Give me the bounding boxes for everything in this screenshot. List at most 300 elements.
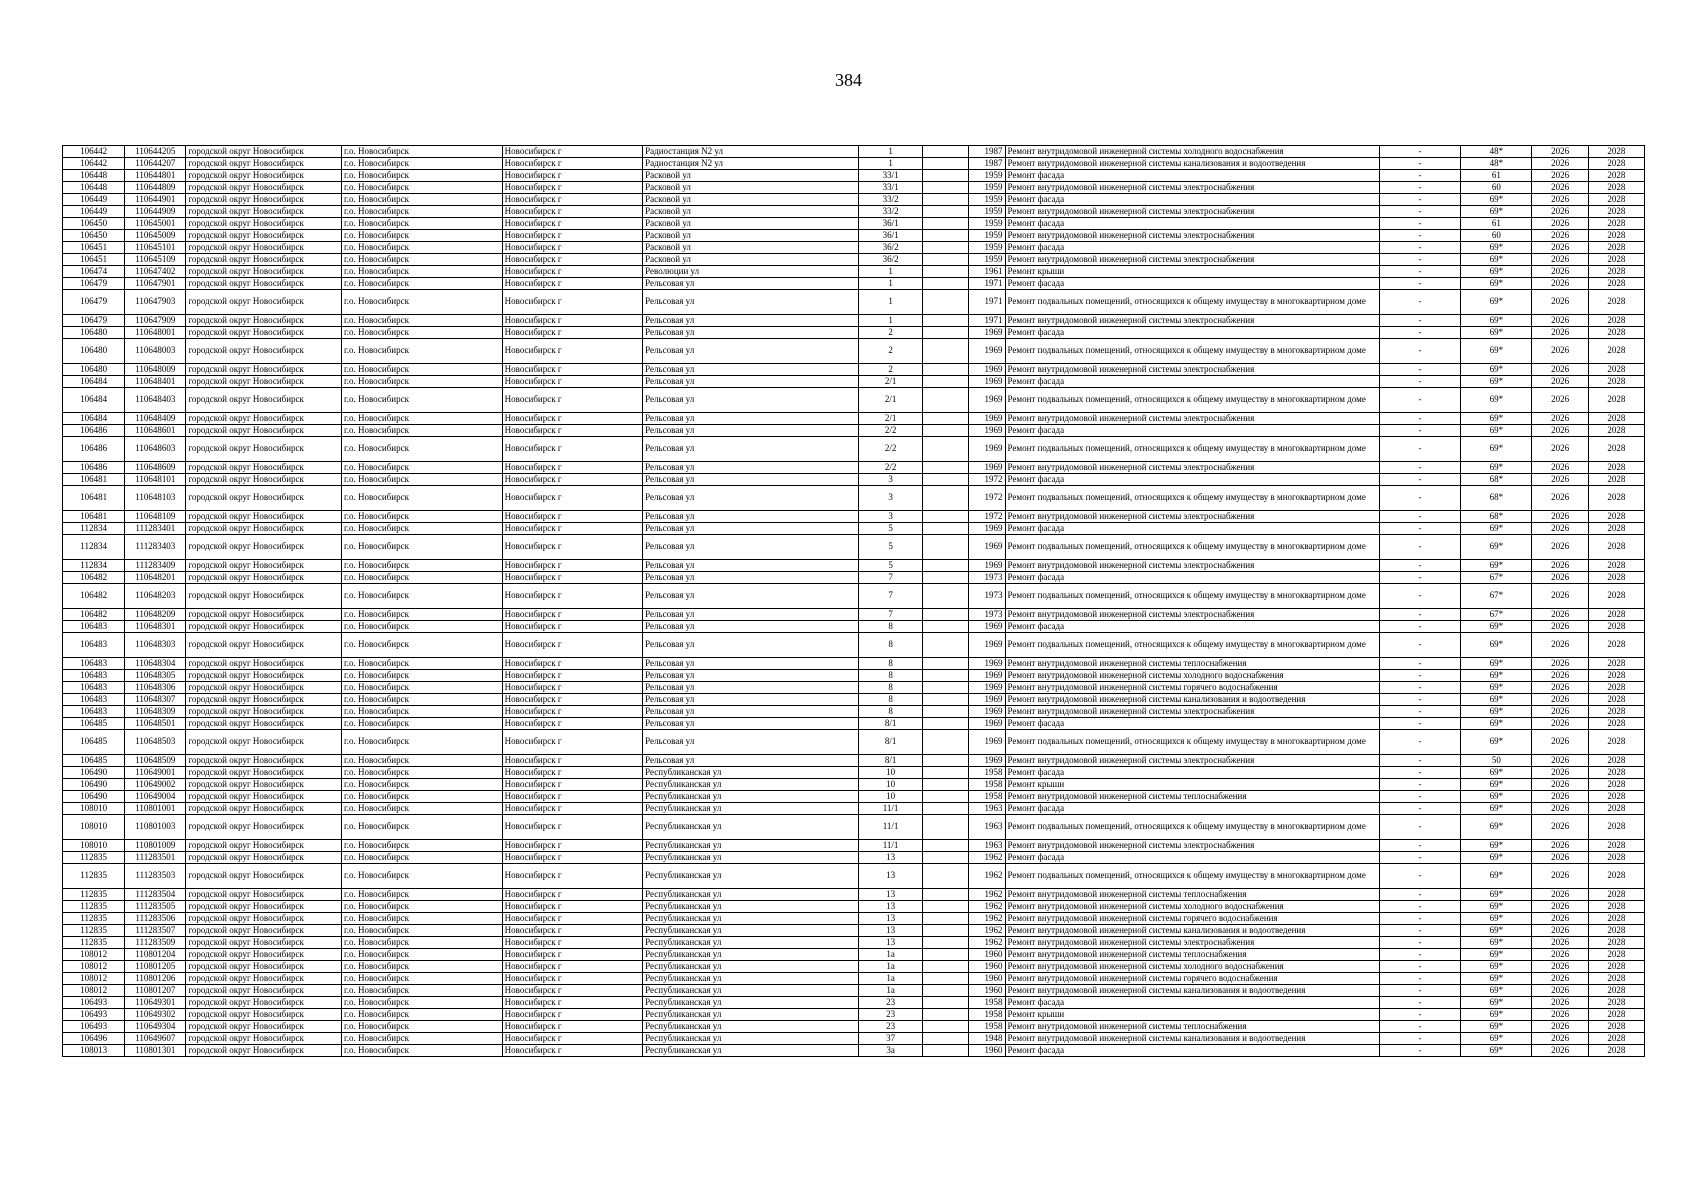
dash-cell: - (1379, 694, 1460, 706)
house-id-cell: 112835 (63, 925, 125, 937)
building-cell (923, 206, 969, 218)
wear-percent-cell: 69* (1461, 266, 1532, 278)
building-cell (923, 997, 969, 1009)
year-built-cell: 1961 (969, 266, 1005, 278)
end-year-cell: 2028 (1588, 985, 1644, 997)
settlement-cell: г.о. Новосибирск (342, 327, 503, 339)
building-cell (923, 755, 969, 767)
building-cell (923, 985, 969, 997)
work-type-cell: Ремонт внутридомовой инженерной системы теплоснабжения (1005, 791, 1379, 803)
end-year-cell: 2028 (1588, 486, 1644, 511)
start-year-cell: 2026 (1532, 413, 1588, 425)
dash-cell: - (1379, 621, 1460, 633)
work-type-cell: Ремонт фасада (1005, 718, 1379, 730)
dash-cell: - (1379, 535, 1460, 560)
table-row (63, 376, 1645, 388)
city-cell: Новосибирск г (502, 511, 643, 523)
house-id-cell: 106493 (63, 997, 125, 1009)
work-type-cell: Ремонт подвальных помещений, относящихся к общему имуществу в многоквартирном доме (1005, 339, 1379, 364)
work-type-cell: Ремонт внутридомовой инженерной системы теплоснабжения (1005, 658, 1379, 670)
record-id-cell: 111283509 (125, 937, 186, 949)
dash-cell: - (1379, 803, 1460, 815)
municipal-district-cell: городской округ Новосибирск (186, 852, 342, 864)
house-id-cell: 106448 (63, 170, 125, 182)
work-type-cell: Ремонт фасада (1005, 1045, 1379, 1057)
dash-cell: - (1379, 985, 1460, 997)
record-id-cell: 111283504 (125, 889, 186, 901)
city-cell: Новосибирск г (502, 584, 643, 609)
building-cell (923, 961, 969, 973)
start-year-cell: 2026 (1532, 803, 1588, 815)
street-cell: Расковой ул (643, 254, 859, 266)
start-year-cell: 2026 (1532, 242, 1588, 254)
work-type-cell: Ремонт внутридомовой инженерной системы электроснабжения (1005, 315, 1379, 327)
end-year-cell: 2028 (1588, 901, 1644, 913)
end-year-cell: 2028 (1588, 973, 1644, 985)
house-id-cell: 108012 (63, 973, 125, 985)
house-number-cell: 1 (858, 315, 922, 327)
settlement-cell: г.о. Новосибирск (342, 194, 503, 206)
settlement-cell: г.о. Новосибирск (342, 670, 503, 682)
year-built-cell: 1973 (969, 572, 1005, 584)
settlement-cell: г.о. Новосибирск (342, 278, 503, 290)
start-year-cell: 2026 (1532, 1009, 1588, 1021)
municipal-district-cell: городской округ Новосибирск (186, 670, 342, 682)
house-number-cell: 23 (858, 1009, 922, 1021)
municipal-district-cell: городской округ Новосибирск (186, 486, 342, 511)
house-id-cell: 106485 (63, 730, 125, 755)
city-cell: Новосибирск г (502, 949, 643, 961)
record-id-cell: 110648309 (125, 706, 186, 718)
municipal-district-cell: городской округ Новосибирск (186, 254, 342, 266)
house-id-cell: 106484 (63, 376, 125, 388)
work-type-cell: Ремонт внутридомовой инженерной системы электроснабжения (1005, 364, 1379, 376)
city-cell: Новосибирск г (502, 327, 643, 339)
street-cell: Республиканская ул (643, 1045, 859, 1057)
table-row (63, 146, 1645, 158)
house-number-cell: 1а (858, 985, 922, 997)
table-row (63, 462, 1645, 474)
year-built-cell: 1960 (969, 949, 1005, 961)
work-type-cell: Ремонт внутридомовой инженерной системы электроснабжения (1005, 230, 1379, 242)
table-row (63, 791, 1645, 803)
street-cell: Рельсовая ул (643, 413, 859, 425)
wear-percent-cell: 69* (1461, 670, 1532, 682)
record-id-cell: 110801207 (125, 985, 186, 997)
city-cell: Новосибирск г (502, 730, 643, 755)
record-id-cell: 110649002 (125, 779, 186, 791)
table-row (63, 315, 1645, 327)
city-cell: Новосибирск г (502, 852, 643, 864)
work-type-cell: Ремонт внутридомовой инженерной системы электроснабжения (1005, 254, 1379, 266)
record-id-cell: 110648501 (125, 718, 186, 730)
work-type-cell: Ремонт внутридомовой инженерной системы электроснабжения (1005, 840, 1379, 852)
wear-percent-cell: 69* (1461, 376, 1532, 388)
city-cell: Новосибирск г (502, 1033, 643, 1045)
table-row (63, 658, 1645, 670)
building-cell (923, 949, 969, 961)
table-row (63, 670, 1645, 682)
building-cell (923, 852, 969, 864)
dash-cell: - (1379, 767, 1460, 779)
street-cell: Республиканская ул (643, 985, 859, 997)
dash-cell: - (1379, 609, 1460, 621)
city-cell: Новосибирск г (502, 535, 643, 560)
building-cell (923, 901, 969, 913)
house-id-cell: 106483 (63, 670, 125, 682)
municipal-district-cell: городской округ Новосибирск (186, 560, 342, 572)
end-year-cell: 2028 (1588, 670, 1644, 682)
record-id-cell: 110644909 (125, 206, 186, 218)
dash-cell: - (1379, 1033, 1460, 1045)
work-type-cell: Ремонт фасада (1005, 278, 1379, 290)
wear-percent-cell: 69* (1461, 315, 1532, 327)
house-id-cell: 106483 (63, 633, 125, 658)
settlement-cell: г.о. Новосибирск (342, 182, 503, 194)
work-type-cell: Ремонт подвальных помещений, относящихся к общему имуществу в многоквартирном доме (1005, 730, 1379, 755)
city-cell: Новосибирск г (502, 206, 643, 218)
wear-percent-cell: 67* (1461, 572, 1532, 584)
dash-cell: - (1379, 779, 1460, 791)
settlement-cell: г.о. Новосибирск (342, 486, 503, 511)
wear-percent-cell: 69* (1461, 621, 1532, 633)
street-cell: Рельсовая ул (643, 755, 859, 767)
municipal-district-cell: городской округ Новосибирск (186, 194, 342, 206)
city-cell: Новосибирск г (502, 523, 643, 535)
building-cell (923, 1009, 969, 1021)
house-number-cell: 2 (858, 339, 922, 364)
table-row (63, 339, 1645, 364)
city-cell: Новосибирск г (502, 266, 643, 278)
year-built-cell: 1959 (969, 206, 1005, 218)
settlement-cell: г.о. Новосибирск (342, 985, 503, 997)
house-id-cell: 106490 (63, 767, 125, 779)
street-cell: Рельсовая ул (643, 511, 859, 523)
year-built-cell: 1959 (969, 194, 1005, 206)
house-number-cell: 3 (858, 511, 922, 523)
wear-percent-cell: 61 (1461, 170, 1532, 182)
house-id-cell: 108012 (63, 949, 125, 961)
municipal-district-cell: городской округ Новосибирск (186, 437, 342, 462)
work-type-cell: Ремонт подвальных помещений, относящихся к общему имуществу в многоквартирном доме (1005, 864, 1379, 889)
settlement-cell: г.о. Новосибирск (342, 388, 503, 413)
building-cell (923, 254, 969, 266)
city-cell: Новосибирск г (502, 706, 643, 718)
dash-cell: - (1379, 170, 1460, 182)
dash-cell: - (1379, 572, 1460, 584)
street-cell: Рельсовая ул (643, 425, 859, 437)
house-number-cell: 13 (858, 852, 922, 864)
wear-percent-cell: 60 (1461, 182, 1532, 194)
wear-percent-cell: 69* (1461, 925, 1532, 937)
street-cell: Расковой ул (643, 194, 859, 206)
house-id-cell: 112835 (63, 864, 125, 889)
dash-cell: - (1379, 633, 1460, 658)
end-year-cell: 2028 (1588, 474, 1644, 486)
wear-percent-cell: 69* (1461, 364, 1532, 376)
municipal-district-cell: городской округ Новосибирск (186, 755, 342, 767)
city-cell: Новосибирск г (502, 278, 643, 290)
building-cell (923, 266, 969, 278)
dash-cell: - (1379, 339, 1460, 364)
settlement-cell: г.о. Новосибирск (342, 694, 503, 706)
work-type-cell: Ремонт внутридомовой инженерной системы электроснабжения (1005, 511, 1379, 523)
dash-cell: - (1379, 973, 1460, 985)
record-id-cell: 110648203 (125, 584, 186, 609)
record-id-cell: 110644207 (125, 158, 186, 170)
street-cell: Рельсовая ул (643, 621, 859, 633)
settlement-cell: г.о. Новосибирск (342, 937, 503, 949)
street-cell: Рельсовая ул (643, 658, 859, 670)
settlement-cell: г.о. Новосибирск (342, 730, 503, 755)
street-cell: Рельсовая ул (643, 670, 859, 682)
dash-cell: - (1379, 254, 1460, 266)
start-year-cell: 2026 (1532, 523, 1588, 535)
house-number-cell: 13 (858, 925, 922, 937)
city-cell: Новосибирск г (502, 755, 643, 767)
house-id-cell: 106451 (63, 242, 125, 254)
start-year-cell: 2026 (1532, 462, 1588, 474)
building-cell (923, 146, 969, 158)
house-number-cell: 8/1 (858, 755, 922, 767)
building-cell (923, 572, 969, 584)
end-year-cell: 2028 (1588, 1009, 1644, 1021)
dash-cell: - (1379, 266, 1460, 278)
wear-percent-cell: 69* (1461, 937, 1532, 949)
building-cell (923, 840, 969, 852)
work-type-cell: Ремонт внутридомовой инженерной системы электроснабжения (1005, 755, 1379, 767)
municipal-district-cell: городской округ Новосибирск (186, 925, 342, 937)
year-built-cell: 1960 (969, 973, 1005, 985)
house-id-cell: 106442 (63, 146, 125, 158)
house-number-cell: 3 (858, 486, 922, 511)
start-year-cell: 2026 (1532, 913, 1588, 925)
street-cell: Республиканская ул (643, 767, 859, 779)
dash-cell: - (1379, 670, 1460, 682)
record-id-cell: 110648101 (125, 474, 186, 486)
municipal-district-cell: городской округ Новосибирск (186, 985, 342, 997)
wear-percent-cell: 69* (1461, 290, 1532, 315)
settlement-cell: г.о. Новосибирск (342, 315, 503, 327)
table-row (63, 560, 1645, 572)
municipal-district-cell: городской округ Новосибирск (186, 779, 342, 791)
settlement-cell: г.о. Новосибирск (342, 254, 503, 266)
city-cell: Новосибирск г (502, 633, 643, 658)
street-cell: Рельсовая ул (643, 535, 859, 560)
wear-percent-cell: 69* (1461, 633, 1532, 658)
table-row (63, 767, 1645, 779)
street-cell: Рельсовая ул (643, 462, 859, 474)
year-built-cell: 1973 (969, 609, 1005, 621)
table-row (63, 852, 1645, 864)
settlement-cell: г.о. Новосибирск (342, 779, 503, 791)
end-year-cell: 2028 (1588, 889, 1644, 901)
year-built-cell: 1963 (969, 815, 1005, 840)
street-cell: Рельсовая ул (643, 474, 859, 486)
end-year-cell: 2028 (1588, 584, 1644, 609)
settlement-cell: г.о. Новосибирск (342, 997, 503, 1009)
table-row (63, 437, 1645, 462)
house-id-cell: 106490 (63, 779, 125, 791)
house-number-cell: 2 (858, 364, 922, 376)
wear-percent-cell: 69* (1461, 1045, 1532, 1057)
year-built-cell: 1962 (969, 901, 1005, 913)
record-id-cell: 110648301 (125, 621, 186, 633)
work-type-cell: Ремонт фасада (1005, 572, 1379, 584)
house-id-cell: 106479 (63, 290, 125, 315)
wear-percent-cell: 69* (1461, 425, 1532, 437)
house-number-cell: 2/2 (858, 437, 922, 462)
house-id-cell: 106484 (63, 388, 125, 413)
wear-percent-cell: 69* (1461, 254, 1532, 266)
wear-percent-cell: 67* (1461, 584, 1532, 609)
house-id-cell: 108013 (63, 1045, 125, 1057)
record-id-cell: 110644801 (125, 170, 186, 182)
street-cell: Рельсовая ул (643, 609, 859, 621)
start-year-cell: 2026 (1532, 901, 1588, 913)
municipal-district-cell: городской округ Новосибирск (186, 1033, 342, 1045)
building-cell (923, 767, 969, 779)
dash-cell: - (1379, 901, 1460, 913)
house-id-cell: 106490 (63, 791, 125, 803)
city-cell: Новосибирск г (502, 1009, 643, 1021)
table-row (63, 779, 1645, 791)
work-type-cell: Ремонт фасада (1005, 621, 1379, 633)
building-cell (923, 511, 969, 523)
start-year-cell: 2026 (1532, 425, 1588, 437)
work-type-cell: Ремонт внутридомовой инженерной системы канализования и водоотведения (1005, 985, 1379, 997)
table-row (63, 997, 1645, 1009)
start-year-cell: 2026 (1532, 609, 1588, 621)
house-number-cell: 2/2 (858, 425, 922, 437)
repair-schedule-table (62, 145, 1645, 1057)
start-year-cell: 2026 (1532, 327, 1588, 339)
house-number-cell: 36/2 (858, 242, 922, 254)
municipal-district-cell: городской округ Новосибирск (186, 730, 342, 755)
year-built-cell: 1960 (969, 961, 1005, 973)
house-number-cell: 13 (858, 913, 922, 925)
house-id-cell: 106493 (63, 1009, 125, 1021)
start-year-cell: 2026 (1532, 864, 1588, 889)
end-year-cell: 2028 (1588, 694, 1644, 706)
city-cell: Новосибирск г (502, 718, 643, 730)
settlement-cell: г.о. Новосибирск (342, 961, 503, 973)
municipal-district-cell: городской округ Новосибирск (186, 462, 342, 474)
wear-percent-cell: 69* (1461, 706, 1532, 718)
end-year-cell: 2028 (1588, 779, 1644, 791)
year-built-cell: 1969 (969, 376, 1005, 388)
start-year-cell: 2026 (1532, 206, 1588, 218)
city-cell: Новосибирск г (502, 170, 643, 182)
settlement-cell: г.о. Новосибирск (342, 913, 503, 925)
city-cell: Новосибирск г (502, 572, 643, 584)
work-type-cell: Ремонт внутридомовой инженерной системы горячего водоснабжения (1005, 913, 1379, 925)
house-number-cell: 11/1 (858, 815, 922, 840)
street-cell: Расковой ул (643, 170, 859, 182)
wear-percent-cell: 69* (1461, 242, 1532, 254)
end-year-cell: 2028 (1588, 864, 1644, 889)
year-built-cell: 1969 (969, 388, 1005, 413)
street-cell: Расковой ул (643, 230, 859, 242)
dash-cell: - (1379, 315, 1460, 327)
house-id-cell: 112834 (63, 535, 125, 560)
work-type-cell: Ремонт внутридомовой инженерной системы холодного водоснабжения (1005, 901, 1379, 913)
year-built-cell: 1958 (969, 1021, 1005, 1033)
year-built-cell: 1987 (969, 146, 1005, 158)
table-row (63, 730, 1645, 755)
record-id-cell: 110645001 (125, 218, 186, 230)
wear-percent-cell: 69* (1461, 803, 1532, 815)
table-row (63, 718, 1645, 730)
building-cell (923, 278, 969, 290)
start-year-cell: 2026 (1532, 572, 1588, 584)
dash-cell: - (1379, 511, 1460, 523)
settlement-cell: г.о. Новосибирск (342, 864, 503, 889)
year-built-cell: 1969 (969, 706, 1005, 718)
building-cell (923, 486, 969, 511)
year-built-cell: 1959 (969, 254, 1005, 266)
table-row (63, 913, 1645, 925)
house-number-cell: 2/1 (858, 376, 922, 388)
dash-cell: - (1379, 755, 1460, 767)
dash-cell: - (1379, 658, 1460, 670)
city-cell: Новосибирск г (502, 242, 643, 254)
street-cell: Рельсовая ул (643, 523, 859, 535)
building-cell (923, 242, 969, 254)
work-type-cell: Ремонт внутридомовой инженерной системы горячего водоснабжения (1005, 973, 1379, 985)
table-row (63, 973, 1645, 985)
record-id-cell: 110644901 (125, 194, 186, 206)
house-id-cell: 106450 (63, 230, 125, 242)
table-row (63, 278, 1645, 290)
wear-percent-cell: 69* (1461, 523, 1532, 535)
end-year-cell: 2028 (1588, 278, 1644, 290)
end-year-cell: 2028 (1588, 218, 1644, 230)
settlement-cell: г.о. Новосибирск (342, 266, 503, 278)
end-year-cell: 2028 (1588, 339, 1644, 364)
record-id-cell: 110644205 (125, 146, 186, 158)
wear-percent-cell: 69* (1461, 901, 1532, 913)
table-row (63, 230, 1645, 242)
street-cell: Расковой ул (643, 242, 859, 254)
municipal-district-cell: городской округ Новосибирск (186, 230, 342, 242)
city-cell: Новосибирск г (502, 925, 643, 937)
record-id-cell: 110648303 (125, 633, 186, 658)
table-row (63, 425, 1645, 437)
dash-cell: - (1379, 413, 1460, 425)
dash-cell: - (1379, 376, 1460, 388)
year-built-cell: 1969 (969, 437, 1005, 462)
dash-cell: - (1379, 206, 1460, 218)
house-number-cell: 7 (858, 584, 922, 609)
building-cell (923, 290, 969, 315)
record-id-cell: 110801001 (125, 803, 186, 815)
city-cell: Новосибирск г (502, 913, 643, 925)
end-year-cell: 2028 (1588, 925, 1644, 937)
house-id-cell: 106486 (63, 462, 125, 474)
city-cell: Новосибирск г (502, 425, 643, 437)
end-year-cell: 2028 (1588, 755, 1644, 767)
house-number-cell: 13 (858, 864, 922, 889)
work-type-cell: Ремонт подвальных помещений, относящихся к общему имуществу в многоквартирном доме (1005, 486, 1379, 511)
building-cell (923, 182, 969, 194)
start-year-cell: 2026 (1532, 815, 1588, 840)
municipal-district-cell: городской округ Новосибирск (186, 388, 342, 413)
start-year-cell: 2026 (1532, 1021, 1588, 1033)
municipal-district-cell: городской округ Новосибирск (186, 937, 342, 949)
work-type-cell: Ремонт подвальных помещений, относящихся к общему имуществу в многоквартирном доме (1005, 815, 1379, 840)
building-cell (923, 523, 969, 535)
